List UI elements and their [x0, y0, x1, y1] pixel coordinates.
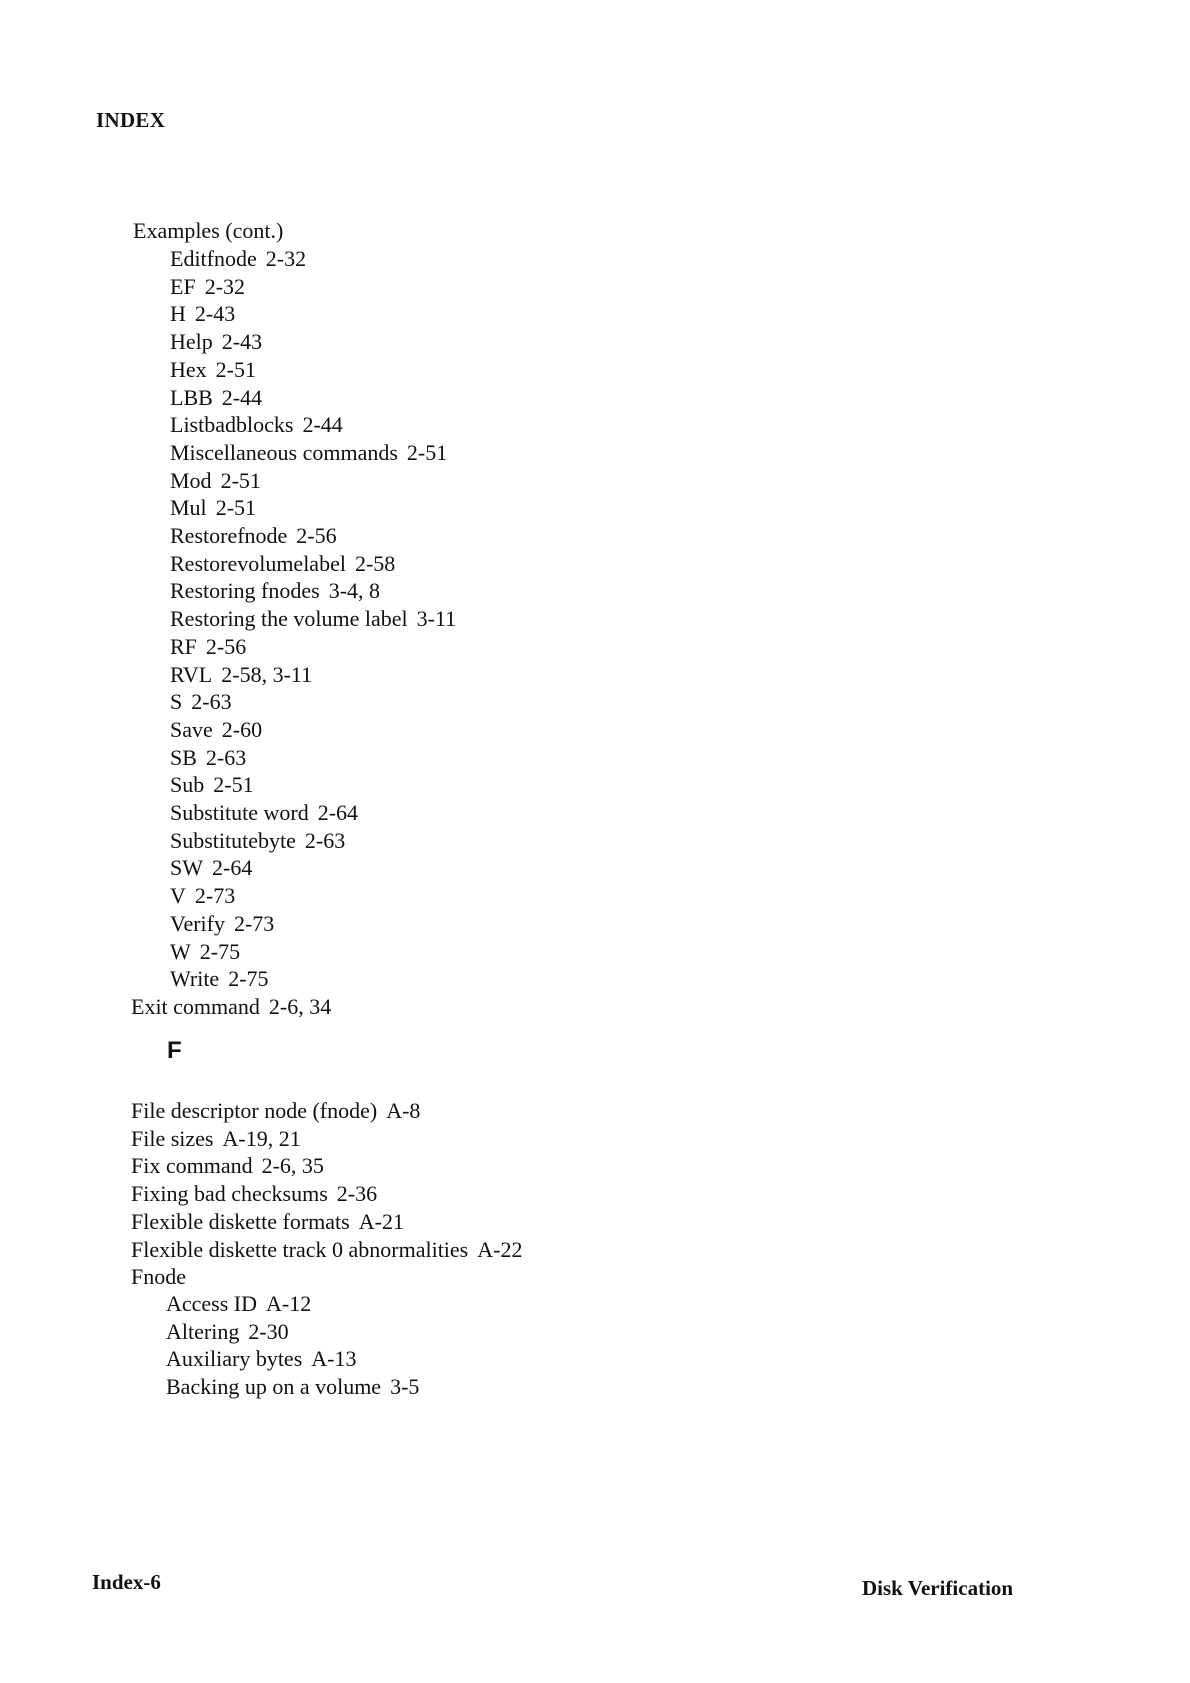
sub-entry	[170, 497, 256, 519]
sub-entry	[170, 827, 346, 853]
index-term: W	[170, 938, 191, 964]
index-term: Mul	[170, 495, 207, 521]
page-header-title: INDEX	[96, 108, 166, 132]
sub-entry	[170, 968, 269, 990]
sub-entry	[170, 938, 241, 964]
index-page-refs: 2-58, 3-11	[221, 661, 313, 687]
sub-entry	[170, 525, 337, 547]
index-page-refs: 2-63	[191, 689, 232, 715]
index-page-refs: 3-11	[416, 606, 457, 632]
index-term: Editfnode	[170, 246, 257, 271]
index-page-refs: 2-56	[205, 633, 247, 659]
index-page-refs: 3-4, 8	[328, 578, 381, 604]
sub-entry	[170, 331, 262, 353]
main-entry	[131, 1125, 301, 1151]
index-page-refs: 2-75	[228, 966, 269, 992]
index-page-refs: 2-64	[212, 855, 253, 881]
main-entry	[131, 1236, 523, 1262]
sub-entry	[170, 580, 380, 602]
index-term: SW	[170, 855, 203, 881]
index-page-refs: 2-32	[204, 273, 246, 299]
index-page-refs: 2-73	[194, 883, 236, 909]
index-page-refs: 2-51	[215, 356, 256, 382]
index-term: Listbadblocks	[170, 412, 294, 438]
sub-entry	[170, 439, 448, 465]
index-term: Mod	[170, 467, 212, 493]
index-term: Fixing bad checksums	[131, 1181, 328, 1207]
sub-entry	[170, 303, 235, 325]
index-page-refs: 2-51	[213, 772, 254, 798]
sub-entry	[170, 802, 358, 824]
index-page-refs: 2-51	[215, 495, 257, 521]
sub-entry	[170, 857, 252, 879]
sub-entry	[170, 774, 254, 796]
index-page-refs: 2-36	[336, 1181, 378, 1207]
index-page-refs: 2-75	[199, 938, 241, 964]
index-term: Flexible diskette formats	[131, 1208, 350, 1234]
sub-entry	[170, 744, 247, 770]
index-page-refs: A-13	[311, 1346, 357, 1372]
index-term: Exit command	[131, 994, 260, 1019]
index-term: S	[170, 689, 183, 715]
index-page-refs: A-21	[358, 1208, 404, 1234]
main-entry-examples	[133, 220, 283, 242]
index-term: LBB	[170, 384, 213, 410]
main-entry	[131, 1100, 420, 1122]
sub-entry	[170, 661, 313, 687]
index-term: Verify	[170, 910, 225, 936]
index-term: Restoring fnodes	[170, 578, 320, 604]
index-term: Save	[170, 716, 213, 742]
index-term: Examples (cont.)	[133, 218, 284, 243]
index-page-refs: 2-44	[302, 412, 343, 438]
footer-manual-title: Disk Verification	[862, 1576, 1014, 1600]
sub-entry	[170, 356, 256, 382]
main-entry	[131, 996, 331, 1018]
index-page-refs: 2-73	[233, 910, 275, 936]
index-page-refs: 2-43	[194, 301, 236, 327]
index-page-refs: 3-5	[390, 1374, 420, 1400]
sub-entry	[170, 633, 247, 659]
sub-entry	[170, 273, 246, 299]
index-term: File sizes	[131, 1125, 214, 1151]
index-page-refs: 2-6, 34	[268, 994, 332, 1019]
index-term: Restorefnode	[170, 523, 288, 548]
index-term: H	[170, 301, 186, 327]
index-page-refs: 2-56	[296, 523, 337, 548]
sub-entry	[166, 1293, 311, 1315]
index-term: Fix command	[131, 1153, 253, 1179]
sub-entry	[170, 910, 275, 936]
index-page-refs: 2-60	[221, 716, 263, 742]
sub-entry	[170, 550, 396, 576]
index-page-refs: 2-6, 35	[261, 1153, 324, 1179]
sub-entry	[170, 248, 306, 270]
index-term: Miscellaneous commands	[170, 439, 398, 465]
index-page-refs: A-22	[477, 1236, 523, 1262]
index-term: RF	[170, 633, 197, 659]
index-term: Altering	[166, 1318, 240, 1344]
index-page-refs: 2-32	[265, 246, 307, 271]
index-page-refs: 2-51	[220, 467, 261, 493]
index-page-refs: 2-63	[304, 827, 346, 853]
sub-entry	[170, 608, 456, 630]
index-term: SB	[170, 744, 197, 770]
index-term: Substitutebyte	[170, 827, 296, 853]
sub-entry	[166, 1376, 419, 1398]
main-entry	[131, 1155, 324, 1177]
sub-entry	[170, 414, 343, 436]
index-term: EF	[170, 273, 196, 299]
index-term: Restoring the volume label	[170, 606, 408, 632]
index-term: Substitute word	[170, 800, 309, 825]
main-entry	[131, 1266, 186, 1288]
index-page-refs: 2-58	[354, 550, 396, 576]
index-term: RVL	[170, 661, 213, 687]
index-page-refs: 2-63	[205, 744, 247, 770]
index-page-refs: A-12	[266, 1291, 312, 1316]
index-term: Restorevolumelabel	[170, 550, 346, 576]
sub-entry	[170, 885, 235, 907]
sub-entry	[170, 716, 263, 742]
index-term: Help	[170, 329, 213, 355]
main-entry	[131, 1208, 404, 1234]
index-page-refs: 2-44	[221, 384, 263, 410]
index-term: Backing up on a volume	[166, 1374, 382, 1400]
sub-entry	[166, 1348, 356, 1370]
section-letter-f: F	[167, 1037, 182, 1064]
sub-entry	[170, 691, 232, 713]
sub-entry	[170, 384, 263, 410]
index-term: Auxiliary bytes	[166, 1346, 303, 1372]
index-term: Fnode	[131, 1264, 186, 1290]
index-term: V	[170, 883, 186, 909]
index-term: Flexible diskette track 0 abnormalities	[131, 1236, 469, 1262]
index-term: Hex	[170, 356, 207, 382]
sub-entry	[170, 467, 261, 493]
index-term: Sub	[170, 772, 205, 798]
footer-page-label: Index-6	[92, 1570, 161, 1594]
index-term: File descriptor node (fnode)	[131, 1098, 378, 1123]
index-page-refs: A-19, 21	[222, 1125, 301, 1151]
index-page-refs: 2-64	[317, 800, 359, 825]
index-page-refs: 2-43	[221, 329, 263, 355]
index-page-refs: A-8	[386, 1098, 421, 1123]
sub-entry	[166, 1318, 289, 1344]
index-term: Write	[170, 966, 220, 992]
index-page-refs: 2-30	[248, 1318, 289, 1344]
main-entry	[131, 1183, 377, 1205]
index-term: Access ID	[166, 1291, 258, 1316]
index-page-refs: 2-51	[406, 439, 448, 465]
